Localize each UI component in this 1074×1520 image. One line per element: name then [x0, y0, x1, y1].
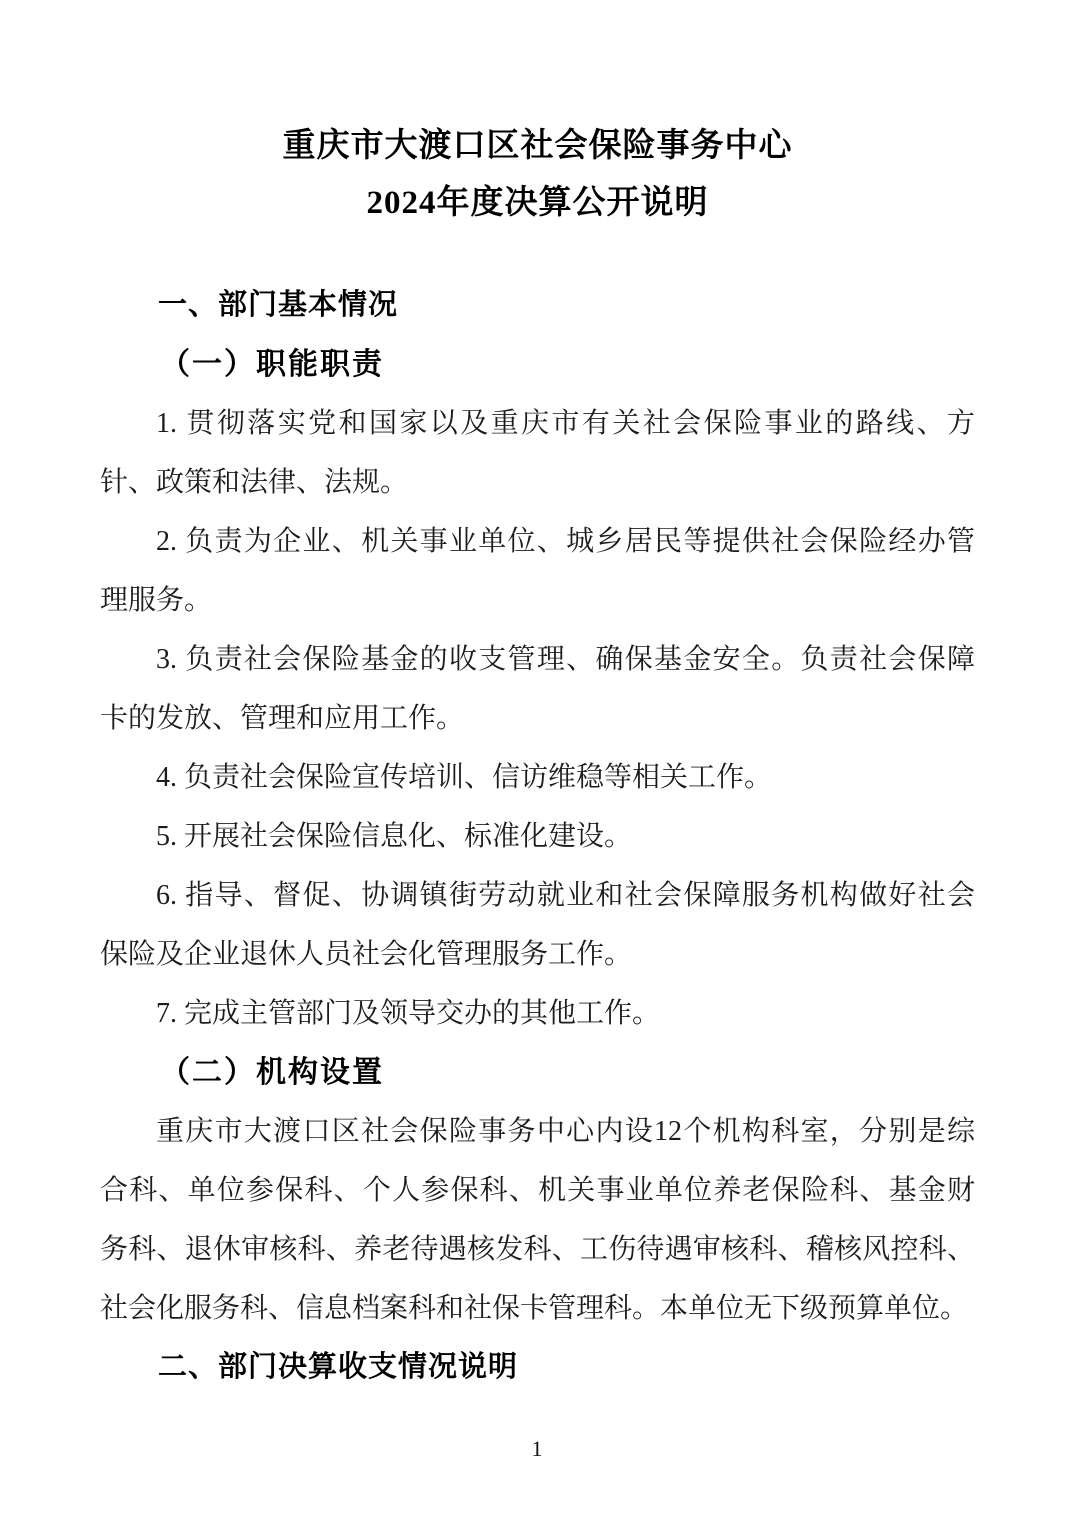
paragraph-line: 合科、单位参保科、个人参保科、机关事业单位养老保险科、基金财 — [100, 1175, 975, 1206]
document-title-line-2: 2024年度决算公开说明 — [366, 185, 709, 221]
paragraph-line: 2. 负责为企业、机关事业单位、城乡居民等提供社会保险经办管 — [156, 526, 975, 557]
section-heading: 二、部门决算收支情况说明 — [158, 1351, 519, 1383]
sub-section-heading: （二）机构设置 — [160, 1056, 384, 1089]
paragraph-line: 针、政策和法律、法规。 — [100, 467, 409, 498]
paragraph-line: 务科、退休审核科、养老待遇核发科、工伤待遇审核科、稽核风控科、 — [100, 1234, 975, 1265]
paragraph-line: 卡的发放、管理和应用工作。 — [100, 703, 465, 734]
paragraph-line: 保险及企业退休人员社会化管理服务工作。 — [100, 939, 633, 970]
document-title-line-1: 重庆市大渡口区社会保险事务中心 — [282, 128, 793, 164]
sub-section-heading: （一）职能职责 — [160, 348, 384, 381]
section-heading: 一、部门基本情况 — [158, 289, 399, 321]
paragraph-line: 5. 开展社会保险信息化、标准化建设。 — [156, 821, 633, 852]
paragraph-line: 3. 负责社会保险基金的收支管理、确保基金安全。负责社会保障 — [156, 644, 975, 675]
paragraph-line: 4. 负责社会保险宣传培训、信访维稳等相关工作。 — [156, 762, 773, 793]
page-number: 1 — [531, 1436, 543, 1461]
paragraph-line: 6. 指导、督促、协调镇街劳动就业和社会保障服务机构做好社会 — [156, 880, 975, 911]
paragraph-line: 重庆市大渡口区社会保险事务中心内设12个机构科室，分别是综 — [156, 1116, 975, 1147]
document-body — [100, 276, 975, 1397]
paragraph-line: 社会化服务科、信息档案科和社保卡管理科。本单位无下级预算单位。 — [100, 1293, 969, 1324]
paragraph-line: 7. 完成主管部门及领导交办的其他工作。 — [156, 998, 661, 1029]
document-title — [100, 118, 975, 232]
paragraph-line: 理服务。 — [100, 585, 213, 616]
paragraph-line: 1. 贯彻落实党和国家以及重庆市有关社会保险事业的路线、方 — [156, 408, 975, 439]
